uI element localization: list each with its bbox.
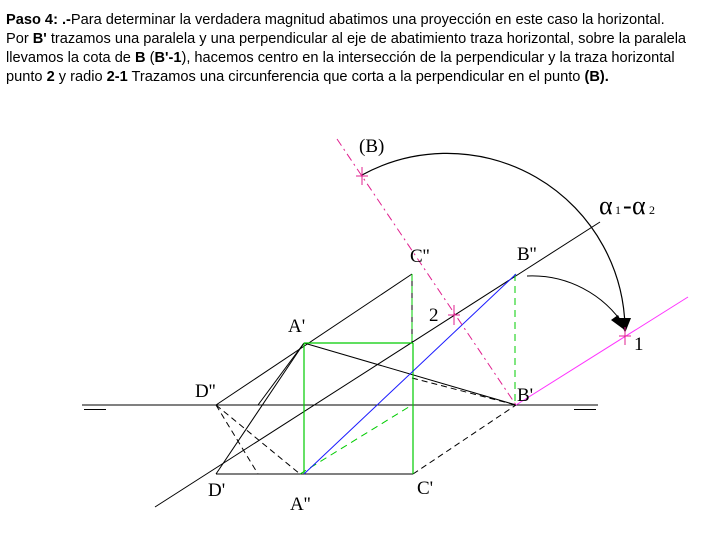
step-suffix: : .- bbox=[53, 12, 71, 28]
label-b2: B'' bbox=[517, 244, 537, 265]
label-c1: C' bbox=[417, 478, 434, 499]
rotation-arc bbox=[362, 153, 625, 327]
small-arc bbox=[527, 276, 625, 327]
p2-h: 2 bbox=[46, 69, 55, 85]
p2-a: Por bbox=[6, 31, 33, 47]
alpha-sub-1: 1 bbox=[615, 203, 621, 217]
magenta-parallel bbox=[516, 297, 688, 405]
p2-c: trazamos una paralela y una perpendicular al eje de abatimiento traza horizontal, sobre la paralela llevamos la cota de bbox=[6, 31, 687, 66]
label-alpha bbox=[599, 191, 655, 220]
p2-l: (B). bbox=[584, 69, 609, 85]
p2-f: B'-1 bbox=[154, 50, 182, 66]
label-d2: D'' bbox=[195, 381, 216, 402]
green-dashed bbox=[300, 274, 515, 474]
magenta-perpendicular bbox=[337, 139, 516, 405]
p2-k: Trazamos una circunferencia que corta a la perpendicular en el punto bbox=[127, 69, 585, 85]
p2-j: 2-1 bbox=[106, 69, 128, 85]
paragraph-1: Para determinar la verdadera magnitud abatimos una proyección en este caso la horizontal. bbox=[70, 12, 665, 28]
green-construction bbox=[304, 343, 413, 474]
alpha-2: α bbox=[632, 191, 646, 220]
label-one: 1 bbox=[634, 334, 644, 355]
blue-line bbox=[304, 274, 516, 474]
label-a1: A' bbox=[288, 316, 306, 337]
tick-marks bbox=[356, 167, 631, 345]
label-b1: B' bbox=[517, 385, 534, 406]
p2-b: B' bbox=[32, 31, 47, 47]
p2-i: y radio bbox=[54, 69, 107, 85]
alpha-dash: - bbox=[623, 191, 632, 220]
step-label: Paso 4 bbox=[6, 12, 54, 28]
label-d1: D' bbox=[208, 480, 226, 501]
dashed-lines bbox=[216, 378, 516, 474]
p2-d: B bbox=[134, 50, 146, 66]
p2-g: ), hacemos centro en la intersección de la perpendicular y la traza horizontal punto bbox=[6, 50, 675, 85]
p2-e: ( bbox=[145, 50, 155, 66]
projection-lines bbox=[216, 274, 516, 474]
alpha-sub-2: 2 bbox=[649, 203, 655, 217]
label-a2: A'' bbox=[290, 494, 311, 515]
label-c2: C'' bbox=[410, 246, 430, 267]
label-two: 2 bbox=[429, 305, 439, 326]
alpha-1: α bbox=[599, 191, 613, 220]
label-b-abatido: (B) bbox=[359, 136, 385, 157]
